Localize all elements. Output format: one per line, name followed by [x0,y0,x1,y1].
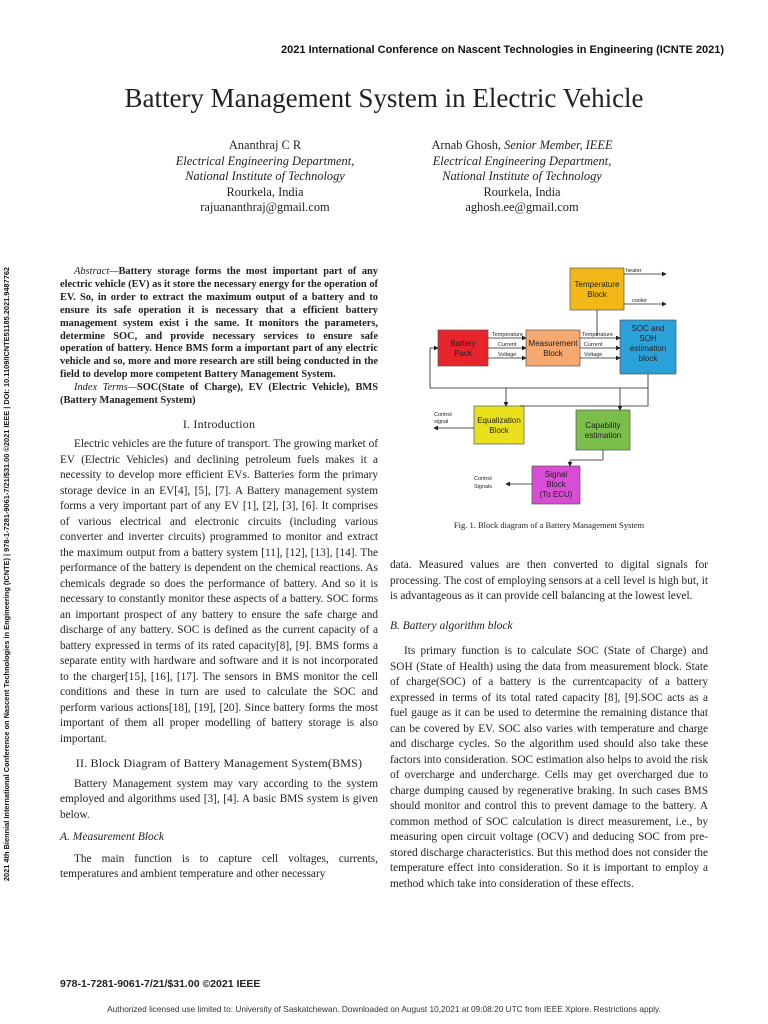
temperature-block-label: Temperature [574,280,620,289]
control-signal-label: Control [434,412,452,418]
abstract [60,266,378,382]
heater-label: heater [626,268,642,274]
cooler-label: cooler [632,298,647,304]
bms-block-diagram [420,264,688,521]
author-institution: National Institute of Technology [185,169,345,183]
capability-estimation-block [576,410,630,450]
introduction-paragraph: Electric vehicles are the future of transport. The growing market of EV (Electric Vehicles) and declining petroleum fuels makes it a necessity to develop more efficient EVs. Batteries form the primary storage device in an EV[4], [5], [7]. A Battery management system forms a very important part of any EV [1], [2], [3], [6]. It comprises of various electrical and electronic circuits (including various converter and inverter circuits) programmed to monitor and extract the maximum output from a battery system [11], [12], [13], [14]. The performance of the battery is dependent on the chemical reactions. As chemicals degrade so does the performance of battery. And so it is necessary to constantly monitor these aspects of a battery. SOC forms an important prospect of any battery to ensure the safe charge and discharge of any battery. SOC is defined as the current capacity of a battery expressed in terms of its rated capacity[8], [9]. BMS forms a separate entity with hardware and software and it is not incorporated to the charger[15], [16], [17]. The sensors in BMS monitor the cell conditions and these in turn are used to calculate the SOC and perform various actions[18], [19], [20]. Since battery forms the most important of them all proper modelling of battery storage is also important. [60,438,378,745]
svg-text:BatteryPack [450,339,475,358]
temperature-block-label: Block [587,290,607,299]
soc-block-label: SOH [639,334,657,343]
battery-pack-block [438,330,488,366]
measurement-paragraph: The main function is to capture cell voltages, currents, temperatures and ambient temperature and other necessary [60,852,378,881]
measurement-block-label: Measurement [528,339,578,348]
footer-license: Authorized licensed use limited to: University of Saskatchewan. Downloaded on August 10,2021 at 09:08:20 UTC from IEEE Xplore. Restrictions apply. [107,1004,661,1014]
signal-block-label: Signal [544,470,568,479]
equalization-block [474,406,524,444]
soc-block-label: block [638,354,658,363]
temperature-label: Temperature [492,332,523,338]
section-heading-introduction: I. Introduction [182,416,256,431]
author-city: Rourkela, India [483,184,561,199]
svg-text:Capabilityestimation [585,421,621,440]
author-name: Ananthraj C R [228,138,302,152]
capability-block-label: Capability [585,421,621,430]
soc-block-label: estimation [629,344,667,353]
abstract-label: Abstract— [74,266,119,277]
control-signal-label: signal [434,419,449,425]
author-email: rajuananthraj@gmail.com [200,200,330,214]
author-role: Senior Member, IEEE [504,138,613,152]
author-city: Rourkela, India [226,184,304,199]
author-dept: Electrical Engineering Department, [175,153,355,168]
block-diagram-paragraph: Battery Management system may vary according to the system employed and algorithms used [3], [4]. A basic BMS system is given below. [60,777,378,821]
abstract-text: Battery storage forms the most important part of any electric vehicle (EV) as it store the necessary energy for the operation of EV. So, in order to extract the maximum output of a battery and to ensure its safe operation it is necessary that a efficient battery management system exist i the same. It monitors the parameters, determine SOC, and provide necessary services to ensure safe operation of battery. Hence BMS form a important part of any electric vehicle and so, more and more research are still being conducted in the field to develop more competent Battery Management System. [60,266,378,381]
right-column [390,558,708,892]
index-terms-label: Index Terms— [74,382,137,394]
voltage-label: Voltage [498,352,517,358]
battery-block-label: Pack [454,349,472,358]
measurement-block-label: Block [543,349,563,358]
doi-sidebar: 2021 4th Biennial International Conference on Nascent Technologies in Engineering (ICNTE) | 978-1-7281-9061-7/21/$31.00 ©2021 IEEE | DOI: 10.1109/ICNTE51185.2021.9487762 [2,266,11,882]
subsection-heading-measurement: A. Measurement Block [60,831,164,844]
author-email: aghosh.ee@gmail.com [465,200,579,214]
current-label: Current [498,342,517,348]
algorithm-paragraph: Its primary function is to calculate SOC (State of Charge) and SOH (State of Health) using the data from measurement block. State of charge(SOC) of a battery is the currentcapacity of a battery expressed in terms of its total rated capacity [8], [9].SOC acts as a fuel gauge as it can be used to determine the remaining distance that can be covered by EV. SOC also varies with temperature and charge and discharge cycles. So the algorithm used should also take these factors into consideration. SOC estimation also helps to avoid the risk of overcharge and undercharge. Cells may get overcharged due to charge dumping caused by regenerative braking. In such cases BMS should monitor and control this to prevent damage to the battery. A common method of SOC calculation is direct measurement, i.e., by measuring open circuit voltage (OCV) and deducing SOC from pre-stored discharge characteristics. But this method does not consider the temperature effect into consideration. So it is important to employ a method which take into consideration of these effects. [390,645,708,890]
equalization-block-label: Block [489,426,509,435]
temperature-block [570,268,624,310]
signal-block-label: Block [546,480,566,489]
author-block-2 [377,138,667,216]
battery-block-label: Battery [450,339,476,348]
index-terms-text: SOC(State of Charge), EV (Electric Vehicle), BMS (Battery Management System) [60,382,378,407]
author-institution: National Institute of Technology [442,169,602,183]
signal-block-label: (To ECU) [539,490,573,499]
control-signals-label: Control [474,476,492,482]
measurement-paragraph-continued: data. Measured values are then converted to digital signals for processing. The cost of employing sensors at a cell level is high but, it is advantageous as it can provide cell balancing at the lowest level. [390,559,708,602]
voltage-label: Voltage [584,352,603,358]
current-label: Current [584,342,603,348]
paper-title: Battery Management System in Electric Vehicle [124,83,644,113]
index-terms [60,382,378,408]
capability-block-label: estimation [584,431,622,440]
author-name: Arnab Ghosh, [431,138,502,152]
measurement-block [526,330,580,366]
author-block-1 [120,138,410,216]
author-dept: Electrical Engineering Department, [432,153,612,168]
section-heading-block-diagram: II. Block Diagram of Battery Management System(BMS) [75,756,363,771]
soc-block-label: SOC and [631,324,665,333]
footer-isbn: 978-1-7281-9061-7/21/$31.00 ©2021 IEEE [60,978,261,990]
figure-caption: Fig. 1. Block diagram of a Battery Management System [453,520,645,530]
subsection-heading-algorithm: B. Battery algorithm block [390,619,513,632]
conference-header: 2021 International Conference on Nascent Technologies in Engineering (ICNTE 2021) [281,44,724,56]
equalization-block-label: Equalization [477,416,521,425]
control-signals-label: Signals [474,484,493,490]
temperature-label: Temperature [582,332,613,338]
left-column [60,266,378,883]
